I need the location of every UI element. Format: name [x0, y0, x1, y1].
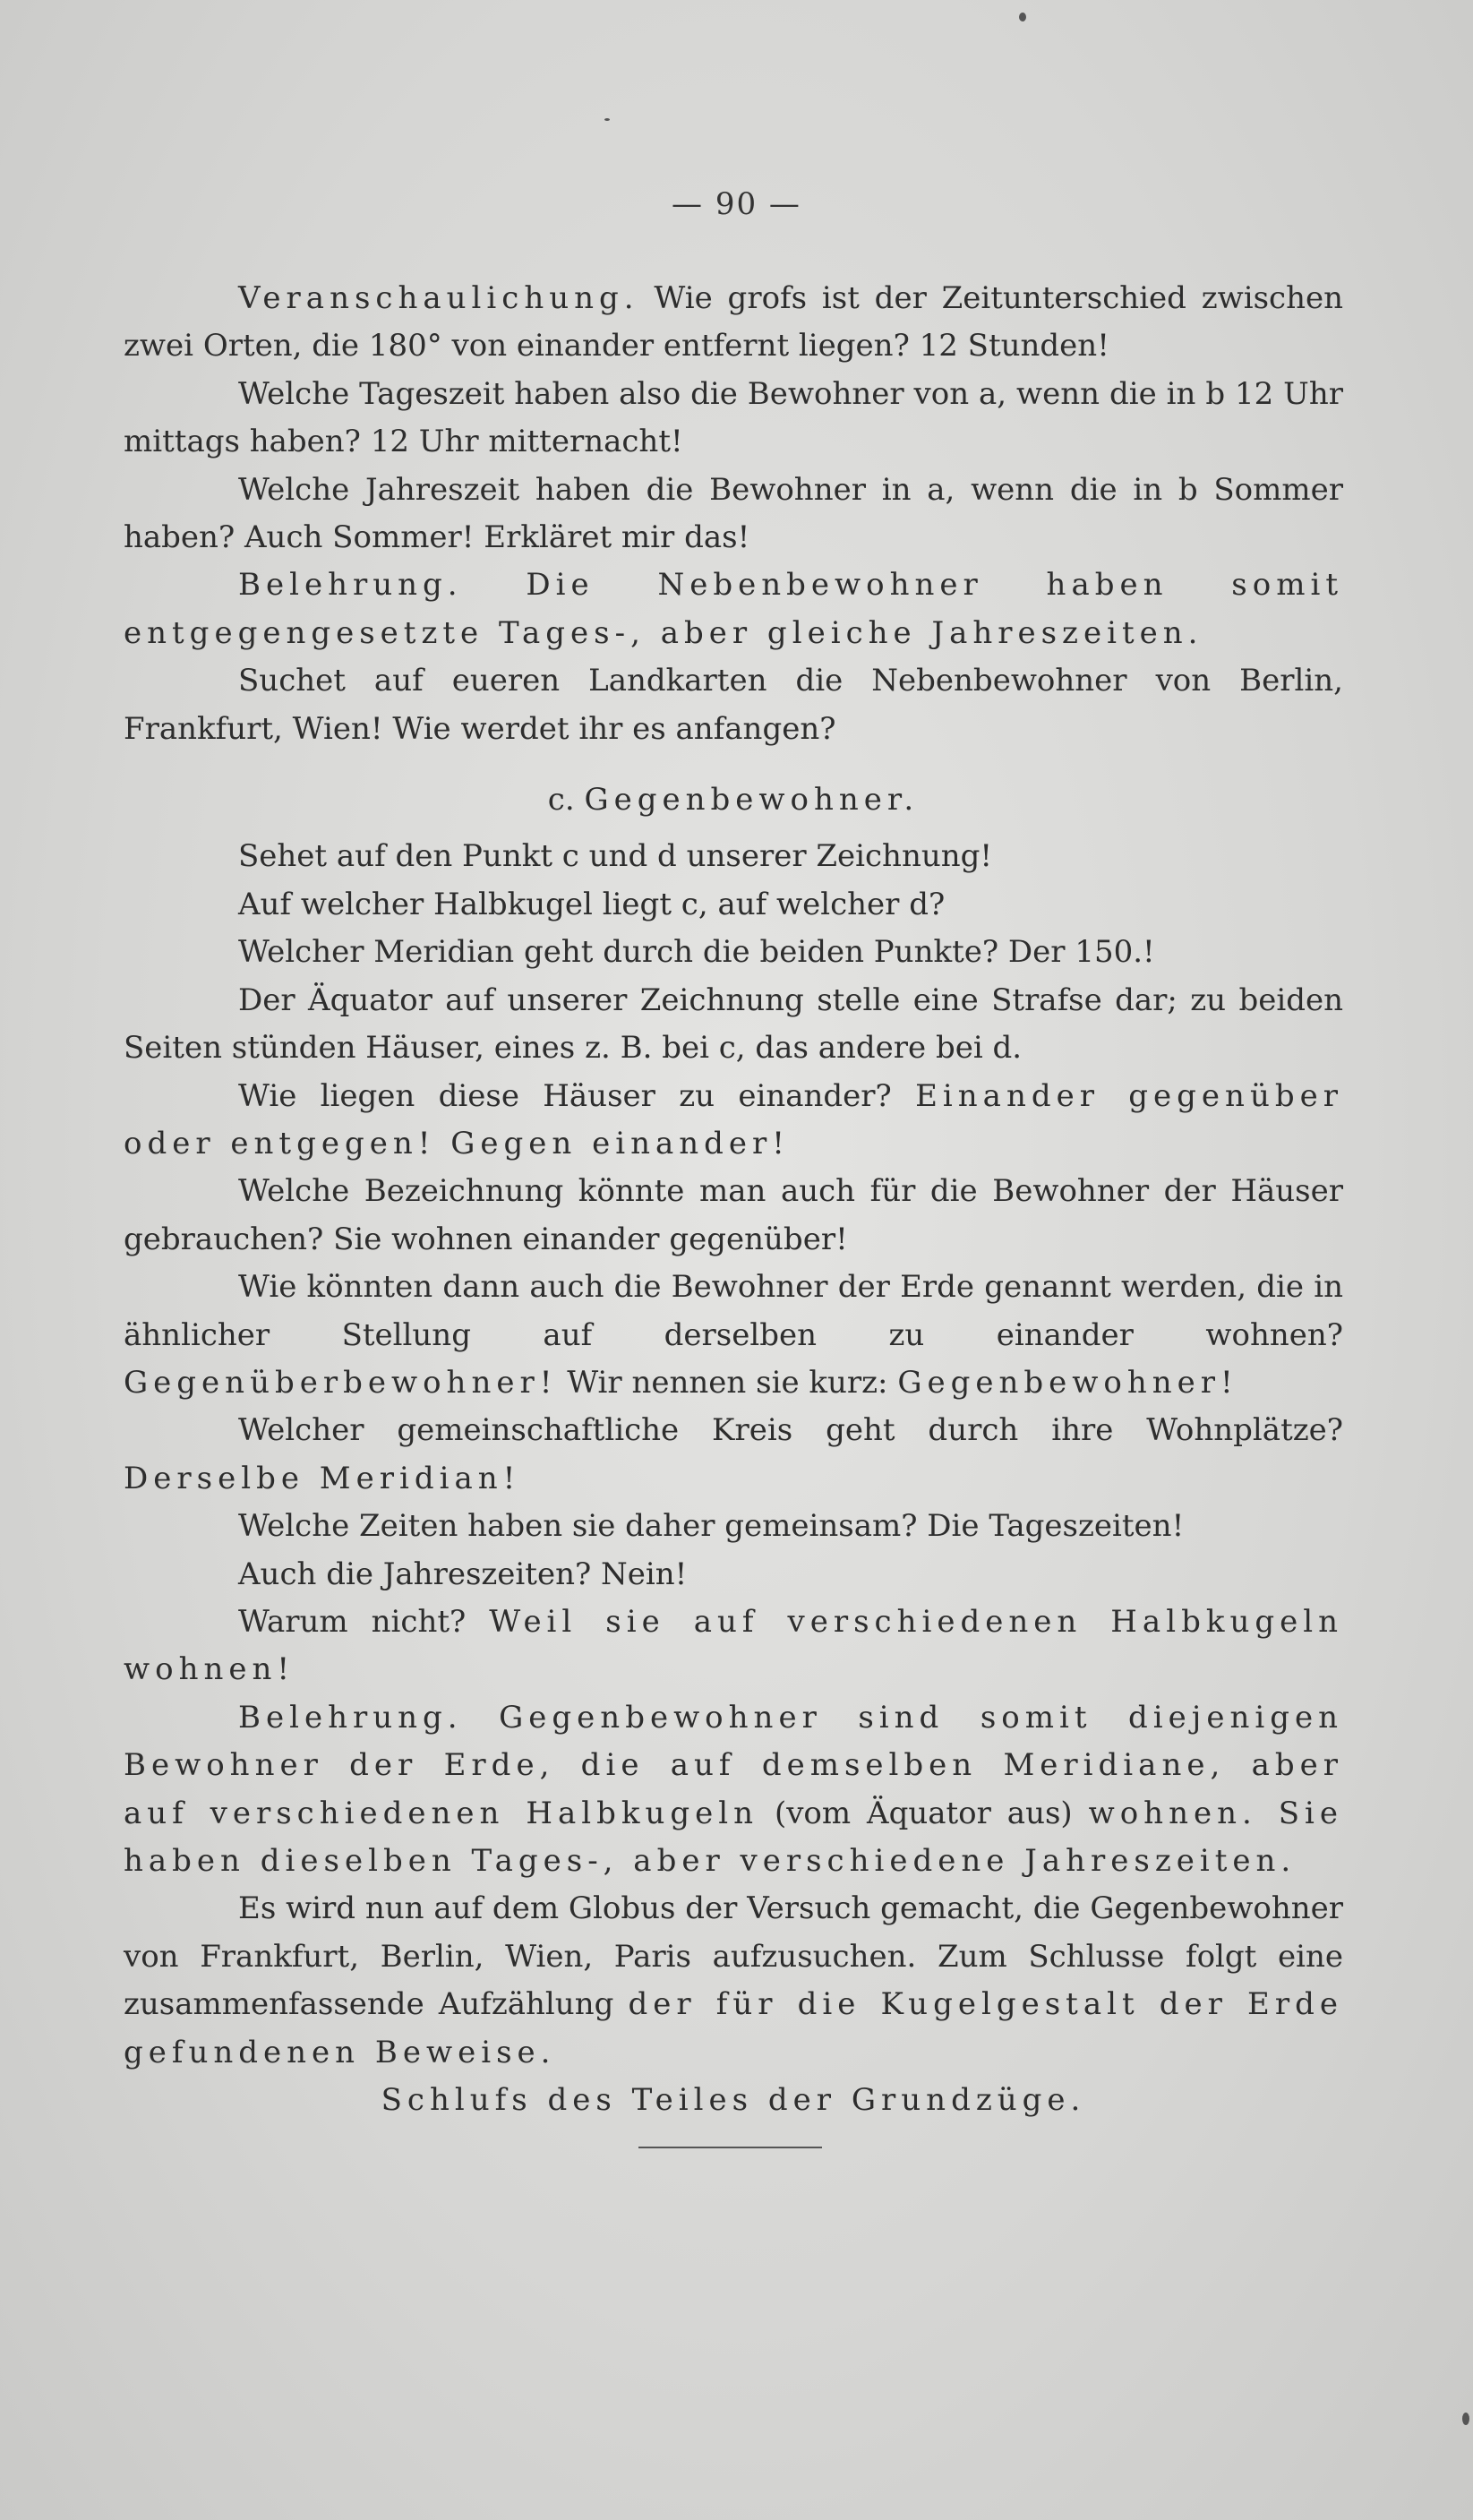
text-run: Welcher Meridian geht durch die beiden Punkte? Der 150.! — [238, 934, 1155, 971]
page-number: — 90 — — [672, 186, 801, 222]
text-run: Welcher gemeinschaftliche Kreis geht durch ihre Wohnplätze? — [238, 1412, 1343, 1449]
print-speck — [1019, 13, 1026, 21]
paragraph — [124, 1407, 1343, 1503]
text-run: Welche Tageszeit haben also die Bewohner von a, wenn die in b 12 Uhr mittags haben? 12 Uhr mitternacht! — [124, 375, 1343, 460]
paragraph — [124, 1073, 1343, 1169]
spaced-emphasis-text: Gegenbewohner. — [584, 782, 920, 819]
paragraph — [124, 561, 1343, 657]
section-heading — [124, 776, 1343, 824]
print-speck — [604, 118, 610, 121]
spaced-emphasis-text: wohnen. Sie haben dieselben Tages-, aber verschiedene Jahreszeiten. — [124, 1795, 1343, 1879]
text-run: Auch die Jahreszeiten? Nein! — [238, 1556, 688, 1592]
spaced-emphasis-text: Veranschaulichung. — [238, 280, 639, 316]
text-run: Es wird nun auf dem Globus der Versuch gemacht, die Gegenbewohner von Frankfurt, Berlin, Wien, Paris aufzusuchen. Zum Schlusse folgt eine zusammenfassende Aufzählung — [124, 1890, 1344, 2023]
spaced-emphasis-text: Schlufs des Teiles der Grundzüge. — [381, 2082, 1086, 2119]
closing-line — [124, 2077, 1343, 2124]
spaced-emphasis-text: der für die Kugelgestalt der Erde gefundenen Beweise. — [124, 1986, 1343, 2070]
spaced-emphasis-text: Weil sie auf verschiedenen Halbkugeln wohnen! — [124, 1603, 1343, 1688]
text-run: Wie könnten dann auch die Bewohner der Erde genannt werden, die in ähnlicher Stellung auf derselben zu einander wohnen? — [124, 1269, 1343, 1353]
paragraph — [124, 1551, 1343, 1599]
text-run: Suchet auf eueren Landkarten die Nebenbewohner von Berlin, Frankfurt, Wien! Wie werdet ihr es anfangen? — [124, 663, 1343, 747]
text-run: (vom Äquator aus) — [758, 1795, 1089, 1831]
text-run: Welche Jahreszeit haben die Bewohner in a, wenn die in b Sommer haben? Auch Sommer! Erkläret mir das! — [124, 471, 1343, 556]
text-run: Wie grofs ist der Zeitunterschied zwischen zwei Orten, die 180° von einander entfernt liegen? 12 Stunden! — [124, 280, 1343, 364]
text-run: Sehet auf den Punkt c und d unserer Zeichnung! — [238, 838, 993, 875]
paragraph — [124, 1264, 1343, 1407]
body-text — [124, 275, 1343, 2124]
paragraph — [124, 1885, 1343, 2077]
text-run: Welche Zeiten haben sie daher gemeinsam? Die Tageszeiten! — [238, 1508, 1185, 1545]
text-run: Wie liegen diese Häuser zu einander? — [238, 1077, 916, 1114]
paragraph — [124, 467, 1343, 562]
spaced-emphasis-text: Belehrung. Gegenbewohner sind somit diejenigen Bewohner der Erde, die auf demselben Meridiane, aber auf verschiedenen Halbkugeln — [124, 1699, 1343, 1831]
closing-rule — [638, 2147, 822, 2148]
text-run: c. — [547, 782, 585, 819]
paragraph — [124, 1503, 1343, 1550]
spaced-emphasis-text: Belehrung. Die Nebenbewohner haben somit entgegengesetzte Tages-, aber gleiche Jahreszeiten. — [124, 567, 1343, 651]
spaced-emphasis-text: Einander gegenüber oder entgegen! Gegen einander! — [124, 1077, 1343, 1161]
paragraph — [124, 1694, 1343, 1886]
spaced-emphasis-text: Gegenbewohner! — [897, 1364, 1238, 1401]
paragraph — [124, 929, 1343, 976]
paragraph — [124, 977, 1343, 1073]
text-run: Auf welcher Halbkugel liegt c, auf welcher d? — [238, 886, 946, 922]
paragraph — [124, 1168, 1343, 1264]
paragraph — [124, 881, 1343, 929]
paragraph — [124, 1599, 1343, 1694]
print-speck — [1462, 2413, 1469, 2425]
paragraph — [124, 275, 1343, 371]
text-run: Welche Bezeichnung könnte man auch für die Bewohner der Häuser gebrauchen? Sie wohnen einander gegenüber! — [124, 1173, 1343, 1257]
paragraph — [124, 657, 1343, 753]
spaced-emphasis-text: Gegenüberbewohner! — [124, 1364, 558, 1401]
text-run: Der Äquator auf unserer Zeichnung stelle eine Strafse dar; zu beiden Seiten stünden Häuser, eines z. B. bei c, das andere bei d. — [124, 981, 1343, 1067]
text-run: Wir nennen sie kurz: — [557, 1364, 898, 1401]
paragraph — [124, 833, 1343, 880]
paragraph — [124, 371, 1343, 467]
spaced-emphasis-text: Derselbe Meridian! — [124, 1460, 521, 1496]
text-run: Warum nicht? — [238, 1603, 490, 1640]
